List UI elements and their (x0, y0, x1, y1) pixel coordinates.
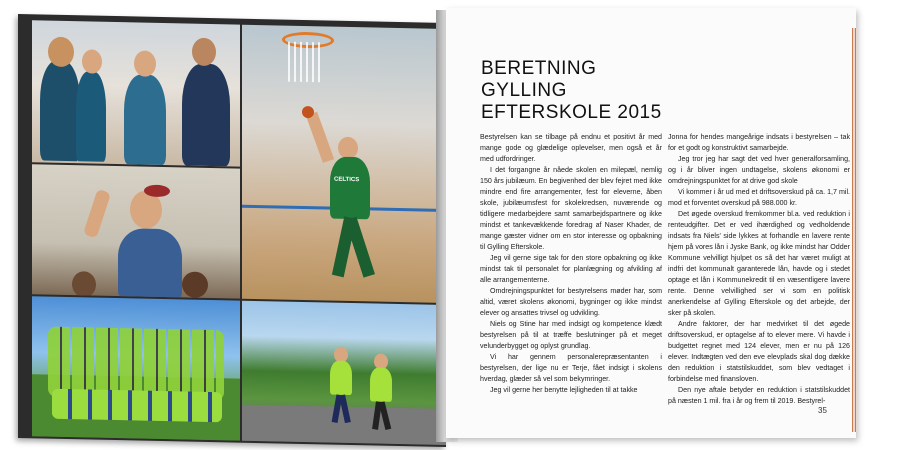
paragraph: Omdrejningspunktet for bestyrelsens møder har, som altid, været skolens økonomi, bygninger og ikke mindst elever og ansattes trivsel og udvikling. (480, 287, 662, 317)
photo-group-green-shirts (32, 296, 240, 440)
photo-runners (242, 301, 446, 445)
paragraph: Niels og Stine har med indsigt og kompetence klædt bestyrelsen på til at træffe beslutninger på et meget velunderbygget og oplyst grundlag. (480, 320, 662, 350)
page-title (481, 58, 681, 124)
paragraph: Andre faktorer, der har medvirket til det øgede driftsoverskud, er optagelse af to elever mere. Vi havde i budgettet regnet med 124 elever, men er nu på 126 elever. Indtægten ved den eve elevplads skal dog dække den reduktion i statstilskuddet, som blev vedtaget i forbindelse med finansloven. (668, 320, 850, 383)
paragraph: Den nye aftale betyder en reduktion i statstilskuddet på næsten 1 mil. fra i år og frem til 2019. Bestyrel- (668, 386, 850, 405)
text-page (446, 8, 856, 438)
text-column-2 (668, 132, 850, 407)
text-column-1 (480, 132, 662, 396)
paragraph: Bestyrelsen kan se tilbage på endnu et positivt år med mange gode og glædelige oplevelser, men også et år med udfordringer. (480, 133, 662, 163)
photo-collage-page (18, 14, 446, 447)
photo-basketball-dunk (242, 25, 446, 303)
jersey-text: CELTICS (334, 176, 360, 184)
paragraph: I det forgangne år nåede skolen en milepæl, nemlig 150 års jubilæum. En begivenhed der blev fejret med ikke mindre end fire arrangementer, fest for eleverne, åben skole, jubilæumsfest for skolekredsen, nuværende og tidligere medarbejdere samt samarbejdspartnere og ikke mindst et tankevækkende foredrag af Naser Khader, de mange gæster vidner om en stor interesse og opbakning til Gylling Efterskole. (480, 166, 662, 251)
paragraph: Det øgede overskud fremkommer bl.a. ved reduktion i renteudgifter. Det er ved ihærdighed og vedholdende indsats fra Niels' side lykkes at forhandle en lavere rente hjem på vores lån i Jyske Bank, og ikke mindst har Odder Kommune velvilligt hjulpet os så det har været muligt at indfri det kommunalt garanterede lån, havde og i stedet optage et lån i Kommunekredit til en væsentligere lavere rente. Denne velvillighed ser vi som en politisk anerkendelse af Gylling Efterskole og det arbejde, der sker på skolen. (668, 210, 850, 317)
page-title-line2: EFTERSKOLE 2015 (481, 102, 662, 123)
paragraph: Jonna for hendes mangeårige indsats i bestyrelsen – tak for et godt og konstruktivt samarbejde. (668, 133, 850, 152)
paragraph: Vi har gennem personalerepræsentanten i bestyrelsen, der lige nu er Terje, fået indsigt i skolens hverdag, glæder så vel som bekymringer. (480, 353, 662, 383)
photo-smiling-teacher (32, 164, 240, 298)
paragraph: Vi kommer i år ud med et driftsoverskud på ca. 1,7 mil. mod et forventet overskud på 988.000 kr. (668, 188, 850, 207)
paragraph: Jeg vil gerne her benytte lejligheden til at takke (490, 386, 638, 394)
paragraph: Jeg tror jeg har sagt det ved hver generalforsamling, og i år bliver ingen undtagelse, skolens økonomi er omdrejningspunktet for at drive god skole (668, 155, 850, 185)
page-edges (852, 28, 858, 432)
paragraph: Jeg vil gerne sige tak for den store opbakning og ikke mindst tak til personalet for planlægning og afvikling af alle arrangementerne. (480, 254, 662, 284)
page-number: 35 (818, 406, 827, 415)
photo-students-gym-hall (32, 20, 240, 166)
page-title-line1: BERETNING GYLLING (481, 58, 597, 101)
